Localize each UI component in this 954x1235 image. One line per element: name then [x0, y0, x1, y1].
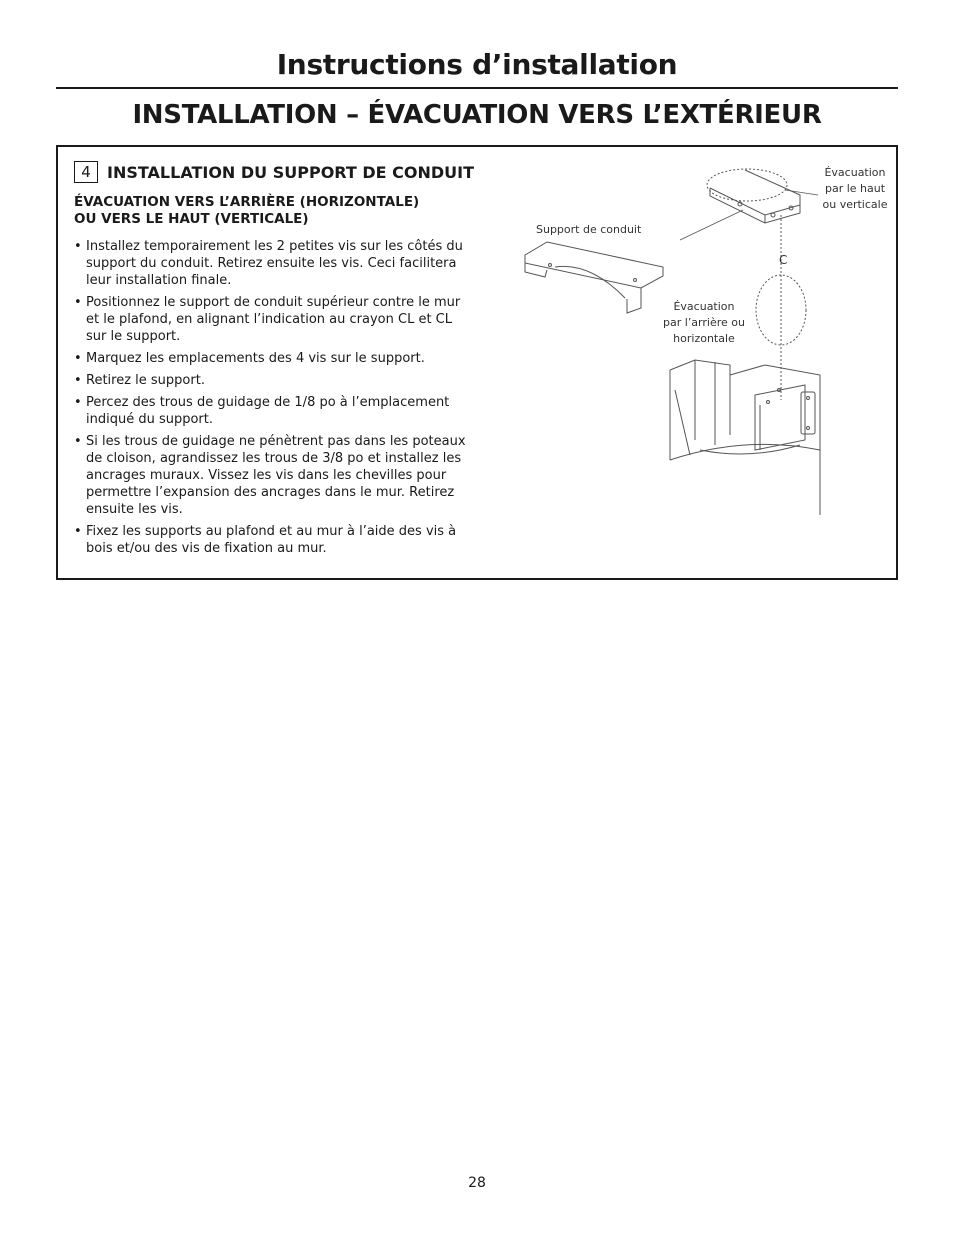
instruction-item: • Si les trous de guidage ne pénètrent pas dans les poteaux de cloison, agrandissez les trous de 3/8 po et installez les ancrages muraux. Vissez les vis dans les chevilles pour permettre l’expansion des ancrages dans le mur. Retirez ensuite les vis.	[74, 433, 469, 518]
step-number: 4	[74, 161, 98, 183]
top-vent-leader-line	[785, 190, 818, 195]
instruction-item: • Retirez le support.	[74, 372, 469, 389]
step-subheading	[74, 194, 464, 228]
rear-vent-outlet	[756, 275, 806, 345]
step-header	[74, 161, 474, 183]
instruction-item: • Positionnez le support de conduit supérieur contre le mur et le plafond, en alignant l’indication au crayon CL et CL sur le support.	[74, 294, 469, 345]
label-duct-bracket: Support de conduit	[536, 223, 642, 236]
instruction-item: • Installez temporairement les 2 petites vis sur les côtés du support du conduit. Retirez ensuite les vis. Ceci facilitera leur installation finale.	[74, 238, 469, 289]
duct-bracket	[525, 242, 663, 313]
label-rear-vent-line-1: Évacuation	[673, 300, 735, 313]
label-top-vent-line-2: par le haut	[824, 182, 886, 195]
label-rear-vent-line-2: par l’arrière ou	[663, 316, 745, 329]
instruction-item: • Percez des trous de guidage de 1/8 po à l’emplacement indiqué du support.	[74, 394, 469, 428]
subheading-line-2: OU VERS LE HAUT (VERTICALE)	[74, 211, 309, 227]
label-top-vent-line-1: Évacuation	[824, 166, 886, 179]
top-vent-outlet	[707, 169, 800, 223]
page-number: 28	[468, 1175, 486, 1191]
label-top-vent-line-3: ou verticale	[822, 198, 888, 211]
bracket-leader-line	[680, 210, 743, 240]
section-title: INSTALLATION – ÉVACUATION VERS L’EXTÉRIEUR	[132, 100, 822, 130]
instruction-list	[74, 238, 469, 562]
subheading-line-1: ÉVACUATION VERS L’ARRIÈRE (HORIZONTALE)	[74, 194, 420, 210]
title-divider	[56, 87, 898, 89]
label-rear-vent-line-3: horizontale	[673, 332, 735, 345]
page-title: Instructions d’installation	[276, 48, 678, 81]
centerline-symbol: C	[779, 253, 788, 267]
range-hood-chimney	[670, 360, 820, 515]
step-title: INSTALLATION DU SUPPORT DE CONDUIT	[107, 162, 475, 182]
duct-bracket-diagram	[515, 160, 895, 525]
instruction-item: • Marquez les emplacements des 4 vis sur le support.	[74, 350, 469, 367]
instruction-item: • Fixez les supports au plafond et au mur à l’aide des vis à bois et/ou des vis de fixation au mur.	[74, 523, 469, 557]
